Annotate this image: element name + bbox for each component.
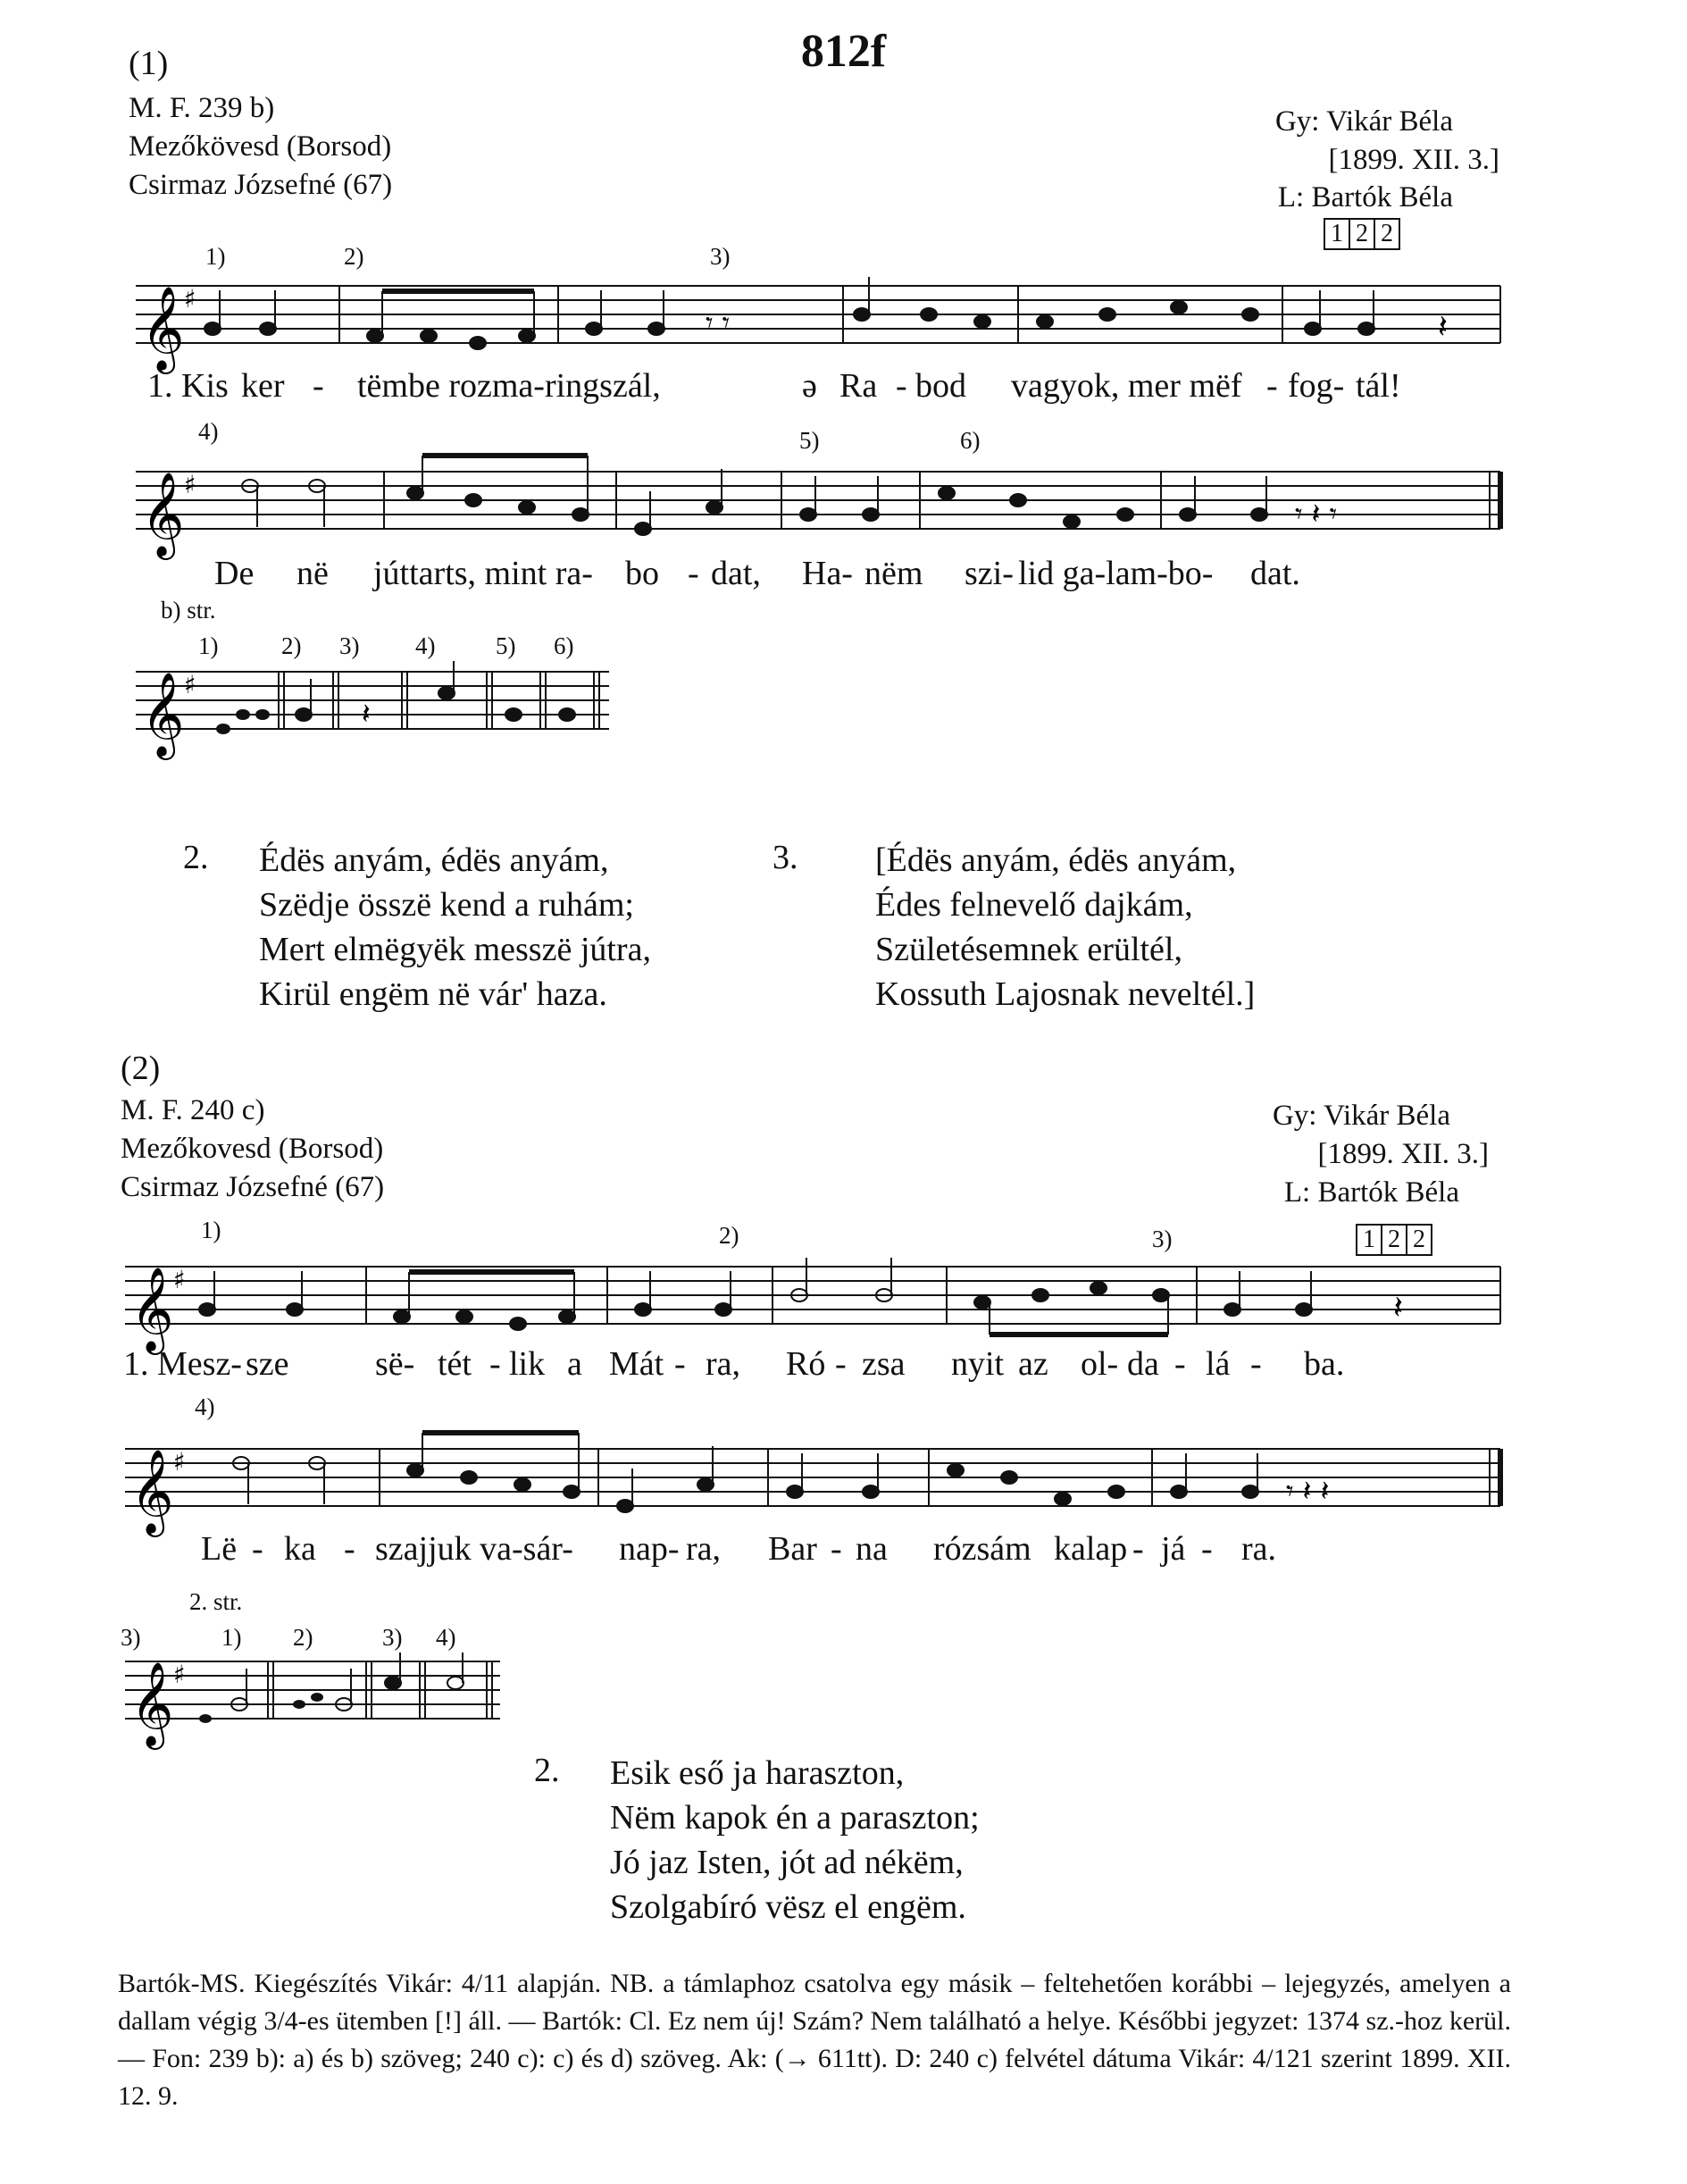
mark-5: 5) — [799, 427, 820, 454]
repeat-box: 2 — [1406, 1224, 1432, 1256]
variant1-singer: Csirmaz Józsefné (67) — [129, 169, 393, 201]
lyric: nyit — [951, 1345, 1005, 1383]
editorial-footnote: Bartók-MS. Kiegészítés Vikár: 4/11 alapján. NB. a támlaphoz csatolva egy másik – feltehetően korábbi – lejegyzés, amelyen a dallam végig 3/4-es ütemben [!] áll. — Bartók: Cl. Ez nem új! Szám? Nem található a helye. Későbbi jegyzet: 1374 sz.-hoz kerül. — Fon: 239 b): a) és b) szöveg; 240 c): c) és d) szöveg. Ak: (→ 611tt). D: 240 c) felvétel dátuma Vikár: 4/121 szerint 1899. XII. 12. 9. — [118, 1969, 1511, 2111]
lyric: nëm — [864, 555, 923, 592]
variants-label: b) str. — [161, 597, 216, 623]
svg-text:𝄾 𝄾: 𝄾 𝄾 — [706, 305, 731, 339]
variant-mark: 3) — [382, 1624, 403, 1651]
lyric: szi- — [965, 555, 1014, 592]
lyric: ə — [802, 367, 817, 405]
lyric: - — [1250, 1345, 1262, 1383]
svg-text:𝄽: 𝄽 — [362, 697, 371, 731]
variant2-label: (2) — [121, 1050, 161, 1087]
lyric: dat, — [711, 555, 761, 592]
lyric: - — [344, 1530, 355, 1568]
lyric: rózsám — [933, 1530, 1031, 1568]
lyric: De — [214, 555, 255, 592]
svg-text:𝄞: 𝄞 — [141, 672, 185, 757]
variant2-collector: Gy: Vikár Béla — [1272, 1100, 1450, 1132]
svg-text:𝄞: 𝄞 — [130, 1661, 174, 1746]
repeat-box: 2 — [1374, 218, 1400, 250]
lyric: - — [1132, 1530, 1144, 1568]
svg-text:𝄽: 𝄽 — [1393, 1290, 1404, 1326]
lyric: kalap — [1054, 1530, 1128, 1568]
lyric: - — [896, 367, 907, 405]
page-number: 812f — [800, 26, 887, 77]
lyric: - — [688, 555, 699, 592]
mark-4: 4) — [198, 418, 219, 445]
svg-text:♯: ♯ — [184, 284, 196, 314]
variant-mark: 2) — [293, 1624, 313, 1651]
lyric: lik — [509, 1345, 546, 1383]
lyric: Ra — [839, 367, 878, 405]
variant-mark: 6) — [554, 632, 574, 659]
lyric: 1. Kis — [147, 367, 229, 405]
verse2-line: Jó jaz Isten, jót ad nékëm, — [610, 1844, 964, 1881]
svg-text:𝄞: 𝄞 — [130, 1449, 174, 1534]
variant2-place: Mezőkovesd (Borsod) — [121, 1133, 384, 1165]
verse3-line: Édes felnevelő dajkám, — [875, 886, 1193, 924]
verse2-line: Édës anyám, édës anyám, — [259, 841, 609, 879]
lyric: - — [1174, 1345, 1186, 1383]
lyric: - — [313, 367, 324, 405]
variant-mark: 2) — [281, 632, 302, 659]
variant2-singer: Csirmaz Józsefné (67) — [121, 1171, 385, 1203]
verse2-line: Esik eső ja haraszton, — [610, 1754, 905, 1792]
lyric: - — [835, 1345, 847, 1383]
variant2-record: M. F. 240 c) — [121, 1094, 265, 1126]
variant2-transcriber: L: Bartók Béla — [1283, 1176, 1459, 1209]
verse2-line: Szëdje összë kend a ruhám; — [259, 886, 634, 924]
variant-mark: 5) — [496, 632, 516, 659]
verse3-line: [Édës anyám, édës anyám, — [875, 841, 1237, 879]
lyric: në — [296, 555, 329, 592]
svg-text:𝄾 𝄽 𝄽: 𝄾 𝄽 𝄽 — [1286, 1474, 1330, 1508]
svg-text:𝄽: 𝄽 — [1438, 309, 1449, 346]
verse2-number: 2. — [183, 839, 209, 876]
lyric: ker — [241, 367, 285, 405]
lyric: tét — [438, 1345, 472, 1383]
lyric: Ha- — [802, 555, 853, 592]
mark-1: 1) — [201, 1217, 221, 1243]
repeat-box: 2 — [1381, 1224, 1407, 1256]
mark-6: 6) — [960, 427, 981, 454]
verse3-line: Kossuth Lajosnak neveltél.] — [875, 975, 1256, 1013]
lyric: Ró — [786, 1345, 826, 1383]
lyric: szajjuk va-sár- — [375, 1530, 573, 1568]
verse2-line: Szolgabíró vësz el engëm. — [610, 1888, 966, 1926]
lyric: dat. — [1250, 555, 1300, 592]
lyric: - — [1266, 367, 1278, 405]
lyric: fog- — [1288, 367, 1345, 405]
variants-label: 2. str. — [189, 1588, 243, 1615]
variant1-date: [1899. XII. 3.] — [1328, 144, 1499, 176]
svg-text:𝄞: 𝄞 — [130, 1267, 174, 1351]
lyric: sze — [246, 1345, 289, 1383]
repeat-box: 1 — [1324, 218, 1350, 250]
lyric: zsa — [862, 1345, 906, 1383]
lyric: ka — [284, 1530, 316, 1568]
variant1-collector: Gy: Vikár Béla — [1274, 105, 1453, 138]
svg-text:♯: ♯ — [184, 470, 196, 499]
lyric: - — [831, 1530, 842, 1568]
lyric: lid ga-lam-bo- — [1018, 555, 1214, 592]
variant2-date: [1899. XII. 3.] — [1317, 1138, 1489, 1170]
variant-mark: 3) — [121, 1624, 141, 1651]
lyric: tál! — [1356, 367, 1401, 405]
lyric: bod — [915, 367, 966, 405]
svg-text:♯: ♯ — [173, 1265, 186, 1294]
lyric: nap- — [619, 1530, 680, 1568]
lyric: az — [1018, 1345, 1048, 1383]
lyric: - — [489, 1345, 501, 1383]
mark-1: 1) — [205, 243, 226, 270]
lyric: ol- — [1081, 1345, 1119, 1383]
lyric: júttarts, mint ra- — [373, 555, 593, 592]
lyric: ra, — [706, 1345, 741, 1383]
svg-text:𝄾 𝄽 𝄾: 𝄾 𝄽 𝄾 — [1295, 497, 1338, 531]
variant1-label: (1) — [129, 45, 169, 82]
variant-mark: 1) — [198, 632, 219, 659]
svg-text:♯: ♯ — [173, 1447, 186, 1477]
lyric: tëmbe rozma-ringszál, — [357, 367, 661, 405]
mark-3: 3) — [1152, 1226, 1173, 1252]
lyric: 1. Mesz- — [123, 1345, 242, 1383]
mark-2: 2) — [719, 1222, 739, 1249]
verse3-line: Születésemnek erültél, — [875, 931, 1182, 968]
variant1-place: Mezőkövesd (Borsod) — [129, 130, 392, 163]
lyric: já — [1161, 1530, 1186, 1568]
svg-text:𝄞: 𝄞 — [141, 286, 185, 371]
variant-mark: 4) — [415, 632, 436, 659]
lyric: bo — [625, 555, 659, 592]
repeat-box: 1 — [1356, 1224, 1382, 1256]
verse2-number: 2. — [534, 1752, 560, 1789]
variant-mark: 3) — [339, 632, 360, 659]
lyric: lá — [1206, 1345, 1231, 1383]
lyric: ra, — [686, 1530, 722, 1568]
lyric: ba. — [1304, 1345, 1345, 1383]
mark-2: 2) — [344, 243, 364, 270]
lyric: - — [1201, 1530, 1213, 1568]
lyric: na — [856, 1530, 888, 1568]
mark-3: 3) — [710, 243, 731, 270]
svg-text:𝄞: 𝄞 — [141, 472, 185, 556]
lyric: ra. — [1241, 1530, 1277, 1568]
mark-4: 4) — [195, 1393, 215, 1420]
lyric: së- — [375, 1345, 415, 1383]
lyric: Mát — [609, 1345, 664, 1383]
svg-text:♯: ♯ — [184, 670, 196, 699]
lyric: - — [674, 1345, 686, 1383]
variant1-record: M. F. 239 b) — [129, 92, 275, 124]
lyric: a — [567, 1345, 582, 1383]
verse2-line: Mert elmëgyëk messzë jútra, — [259, 931, 651, 968]
lyric: - — [252, 1530, 263, 1568]
svg-text:♯: ♯ — [173, 1660, 186, 1689]
lyric: vagyok, mer mëf — [1011, 367, 1242, 405]
repeat-box: 2 — [1349, 218, 1375, 250]
variant-mark: 4) — [436, 1624, 456, 1651]
variant-mark: 1) — [221, 1624, 242, 1651]
verse2-line: Nëm kapok én a paraszton; — [610, 1799, 980, 1837]
lyric: Bar — [768, 1530, 817, 1568]
verse3-number: 3. — [773, 839, 798, 876]
verse2-line: Kirül engëm në vár' haza. — [259, 975, 607, 1013]
lyric: Lë — [201, 1530, 238, 1568]
variant1-transcriber: L: Bartók Béla — [1277, 181, 1453, 213]
lyric: da — [1127, 1345, 1159, 1383]
